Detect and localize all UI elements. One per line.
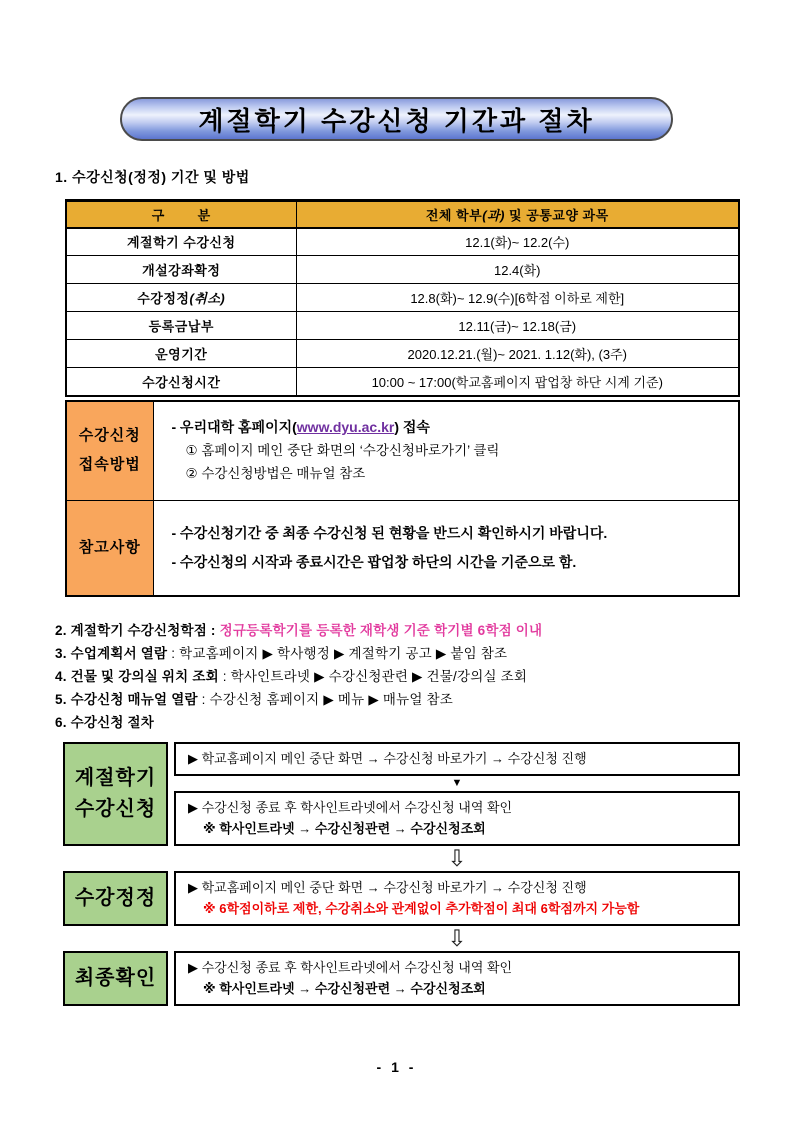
flow-label-final-check: 최종확인 xyxy=(63,951,168,1006)
title-banner xyxy=(120,97,673,141)
row-label: 계절학기 수강신청 xyxy=(66,228,296,256)
flow-arrow-icon: ⇩ xyxy=(447,844,467,871)
flow-box-registration-step1: ▶ 학교홈페이지 메인 중단 화면 → 수강신청 바로가기 → 수강신청 진행 xyxy=(174,742,740,776)
flow-box-registration-step2: ▶ 수강신청 종료 후 학사인트라넷에서 수강신청 내역 확인 ※ 학사인트라넷 → 수강신청관련 → 수강신청조회 xyxy=(174,791,740,846)
access-method-label: 수강신청 접속방법 xyxy=(66,401,153,501)
schedule-table xyxy=(65,199,740,397)
flow-section-registration xyxy=(63,742,740,846)
table-row xyxy=(66,228,739,256)
info-table xyxy=(65,400,740,597)
table-row xyxy=(66,256,739,284)
row-value: 12.1(화)~ 12.2(수) xyxy=(296,228,739,256)
table-row xyxy=(66,312,739,340)
numbered-notes xyxy=(55,619,793,734)
reference-note-row xyxy=(66,501,739,596)
access-step-1: ① 홈페이지 메인 중단 화면의 ‘수강신청바로가기’ 클릭 xyxy=(185,443,500,459)
column-header-category: 구 분 xyxy=(66,201,296,228)
flow-section-final-check xyxy=(63,951,740,1006)
flow-arrow-icon: ⇩ xyxy=(447,924,467,951)
column-header-scope: 전체 학부(과) 및 공통교양 과목 xyxy=(296,201,739,228)
row-label: 등록금납부 xyxy=(66,312,296,340)
list-item-manual: 5. 수강신청 매뉴얼 열람 : 수강신청 홈페이지 ▶ 메뉴 ▶ 매뉴얼 참조 xyxy=(55,691,454,707)
row-value: 2020.12.21.(월)~ 2021. 1.12(화), (3주) xyxy=(296,340,739,368)
list-item-syllabus: 3. 수업계획서 열람 : 학교홈페이지 ▶ 학사행정 ▶ 계절학기 공고 ▶ 붙임 참조 xyxy=(55,645,508,661)
table-row xyxy=(66,340,739,368)
flow-section-correction xyxy=(63,871,740,926)
row-value: 10:00 ~ 17:00(학교홈페이지 팝업창 하단 시계 기준) xyxy=(296,368,739,396)
reference-note-content xyxy=(153,501,739,596)
university-homepage-link[interactable]: www.dyu.ac.kr xyxy=(296,419,395,436)
note-line-2: - 수강신청의 시작과 종료시간은 팝업창 하단의 시간을 기준으로 함. xyxy=(171,553,577,570)
page-number: - 1 - xyxy=(376,1059,417,1075)
procedure-flow xyxy=(63,742,740,1006)
table-row xyxy=(66,368,739,396)
down-triangle-icon: ▼ xyxy=(451,776,463,789)
flow-label-registration: 계절학기 수강신청 xyxy=(63,742,168,846)
row-label: 운영기간 xyxy=(66,340,296,368)
row-value: 12.11(금)~ 12.18(금) xyxy=(296,312,739,340)
homepage-line: - 우리대학 홈페이지(www.dyu.ac.kr) 접속 xyxy=(171,419,430,436)
row-value: 12.4(화) xyxy=(296,256,739,284)
access-method-row xyxy=(66,401,739,501)
table-header-row xyxy=(66,201,739,228)
flow-box-final-check: ▶ 수강신청 종료 후 학사인트라넷에서 수강신청 내역 확인 ※ 학사인트라넷 → 수강신청관련 → 수강신청조회 xyxy=(174,951,740,1006)
page-title: 계절학기 수강신청 기간과 절차 xyxy=(198,105,595,136)
list-item-procedure: 6. 수강신청 절차 xyxy=(55,714,155,730)
access-step-2: ② 수강신청방법은 매뉴얼 참조 xyxy=(185,466,366,482)
row-label: 수강신청시간 xyxy=(66,368,296,396)
flow-box-correction: ▶ 학교홈페이지 메인 중단 화면 → 수강신청 바로가기 → 수강신청 진행 ※ 6학점이하로 제한, 수강취소와 관계없이 추가학점이 최대 6학점까지 가능함 xyxy=(174,871,740,926)
row-label: 개설강좌확정 xyxy=(66,256,296,284)
section1-heading: 1. 수강신청(정정) 기간 및 방법 xyxy=(55,169,250,185)
reference-note-label: 참고사항 xyxy=(66,501,153,596)
list-item-classroom: 4. 건물 및 강의실 위치 조회 : 학사인트라넷 ▶ 수강신청관련 ▶ 건물/강의실 조회 xyxy=(55,668,528,684)
table-row xyxy=(66,284,739,312)
row-label: 수강정정(취소) xyxy=(66,284,296,312)
access-method-content xyxy=(153,401,739,501)
flow-label-correction: 수강정정 xyxy=(63,871,168,926)
note-line-1: - 수강신청기간 중 최종 수강신청 된 현황을 반드시 확인하시기 바랍니다. xyxy=(171,525,608,542)
row-value: 12.8(화)~ 12.9(수)[6학점 이하로 제한] xyxy=(296,284,739,312)
list-item-credits: 2. 계절학기 수강신청학점 : 정규등록학기를 등록한 재학생 기준 학기별 6학점 이내 xyxy=(55,622,543,638)
